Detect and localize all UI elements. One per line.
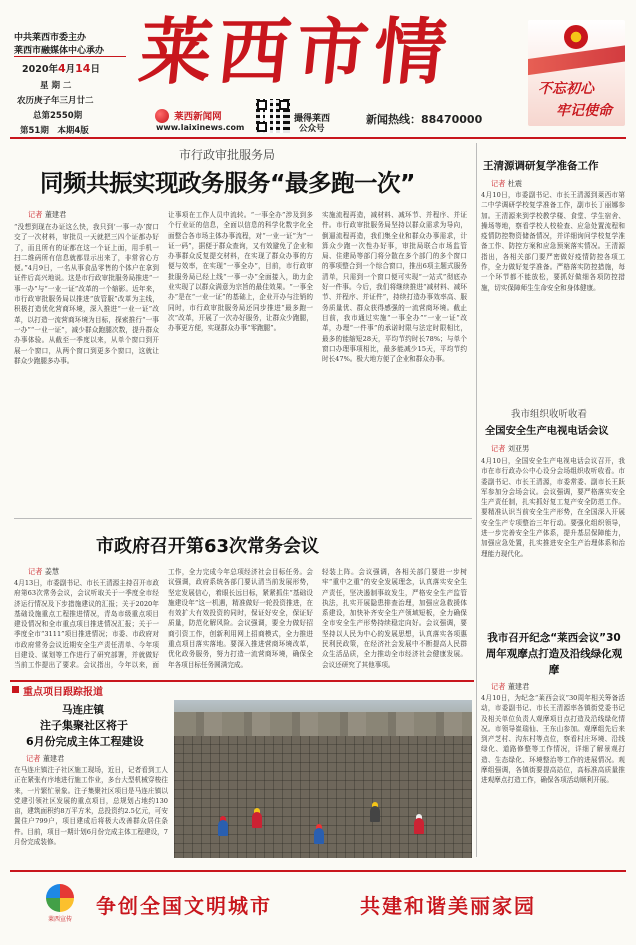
qr-code[interactable] [256,99,290,133]
worker-figure [370,806,380,822]
side-body-1: 4月10日，市委副书记、市长王清源到莱西市第二中学调研学校复学准备工作，副市长丁丽娜参加。王清源来到学校教学楼、食堂、学生宿舍、操场等地，察看学校人校检查、应急处置流程和疫情防控物资储备情况，并详细询问学校复学准备工作、防控方案和应急预案落实情况。王清源指出，各相关部门要严密做好疫情防控各项工作，全力做好复学准备。严格落实防控措施，每一个环节都不能放松，要抓好做细各项防控措施，切实保障师生生命安全和身体健康。 [481,191,625,292]
right-column-rule [476,143,477,857]
lead-col-3: 实施流程再造，减材料、减环节、并程序、并证件。市行政审批服务局坚持以群众需求为导向，倒逼流程再造，我们集全业和群众办事需求，计算众少跑一次性办好事，审批局联合市场监管局、住建局等部门将分散在多个部门的多个窗口的事项整合到一个综合窗口，推出6项主题式服务清单，只需到一个窗口便可实现“一站式”彻底办好一件事。今后，我们将继续推进“减材料、减环节、并程序、并证件”，持续打造办事效率高、服务质量优、群众获得感强的一流营商环境。截止目前，我市通过实施“一事全办”“一业一证”改革，办理“一件事”的承诺时限与法定时限相比，最多的能缩短28天，平均节约时长78%；与单个窗口办理事项相比，最多能减少15天，平均节约时长47%。极大地方便了企业和群众办事。 [322,211,467,364]
news-hotline [366,111,482,127]
lead-headline: 同频共振实现政务服务“最多跑一次” [40,169,415,197]
footer-slogan-left: 争创全国文明城市 [96,894,272,918]
side-body-3: 4月10日，为纪念“莱西会议”30周年相关筹备活动，市委副书记、市长王清源率各镇街党委书记及相关单位负责人观摩项目点打造及沿线绿化情况。市领导崔瑞仙、王东山参加。观摩组先后来到产芝村、沟东村等点位，察看村庄环境、沿线绿化、道路修整等工作情况，详细了解景观打造、生态绿化、环境整治等工作的进展情况。观摩组强调，各镇街要提高站位，高标准高质量推进观摩点打造工作，确保各项活动顺利开展。 [481,694,625,785]
side-article-1 [481,146,627,406]
website-url[interactable]: www.laixinews.com [156,123,245,132]
divider [14,56,126,57]
byline-label: 记者 [28,210,43,219]
side-byline-2 [491,444,529,454]
hotline-number: 88470000 [421,113,483,126]
project-section-title: 重点项目跟踪报道 [23,687,103,698]
byline-name: 董建君 [44,210,67,219]
worker-figure [314,828,324,844]
qr-label-2: 公众号 [299,124,325,134]
project-kicker: 马连庄镇 [62,704,104,716]
slogan-line-2: 牢记使命 [556,103,612,119]
party-emblem-icon [564,25,588,49]
issue-number: 第51期 本期4版 [20,126,89,136]
globe-icon [155,109,169,123]
side-article-3 [481,628,627,858]
publish-date [22,61,100,75]
lunar-date: 农历庚子年三月廿二 [17,96,94,106]
news-site-logo[interactable] [155,105,245,121]
news-site-name: 莱西新闻网 [174,111,222,123]
byline-name: 董建君 [42,754,65,763]
section-marker-icon [12,686,19,693]
project-article [14,700,170,860]
lead-col-1: “没想到现在办证这么快，我只到‘一事一办’窗口交了一次材料，审批员一天就把三四个证都办好了，而且所有的证都在这一个证上面，用手机一扫二维码所有信息就都显示出来了，非常省心方便。”4月9日，一名从事食品零售的个体户在拿到证件后高兴地说。这是市行政审批服务局推进“一事一办”与“一业一证”改革的一个缩影。近年来，市行政审批服务局以推进“放管服”改革为主线，积极打造优化营商环境，深入推进“一业一证”改革，以打造一流营商环境为目标，探索推行“一事一办”“一业一证”，减少群众跑腿次数，提升群众办事体验。从截至一季度以来，从单个窗口到开展一个窗口，从两个窗口到更多个窗口，这就让群众少跑腿多办事。 [14,223,159,365]
date-month: 4 [57,62,66,75]
photo-buildings [174,712,472,738]
side-article-2 [481,406,627,626]
masthead-bottom-rule [10,137,626,139]
side-headline-1: 王清源调研复学准备工作 [483,160,599,172]
footer-logo-text: 莱西宣传 [47,916,72,923]
qr-label-1: 撮得莱西 [294,114,331,124]
project-body: 在马连庄镇注子社区施工现场，近日，记者看到工人正在紧张有序地进行施工作业，多台大型机械穿梭往来，一片繁忙景象。注子集聚社区项目是马连庄镇以党建引领社区发展的重点项目，总规划占地约130亩，建筑面积约8万平方米，总投资约2.5亿元，可安置住户799户，项目建成后将极大改善群众居住条件。目前，项目一期计划6月份完成主体工程建设，7月份完成装修。 [14,766,168,847]
party-slogan-panel [528,20,625,126]
worker-figure [414,818,424,834]
lead-article [14,146,474,516]
lead-kicker: 市行政审批服务局 [179,148,276,162]
hotline-label: 新闻热线： [366,113,421,126]
date-day-unit: 日 [90,64,100,75]
byline-label: 记者 [491,179,506,188]
project-headline-1: 注子集聚社区将于 [40,719,128,732]
date-month-unit: 月 [65,64,76,75]
side-body-2: 4月10日，全国安全生产电视电话会议召开，我市在市行政办公中心设分会场组织收听收看。市委副书记、市长王清源，市委常委、副市长王跃军参加分会场会议。会议强调，要严格落实安全生产责任制，扎实抓好复工复产安全防范工作。要精准认识当前安全生产形势，在全国深入开展安全生产专项整治三年行动。要强化组织领导，进一步完善安全生产体系，提升基层保障能力，加强应急处置，扎实推进安全生产治理体系和治理能力现代化。 [481,457,625,558]
meeting-rule-top [14,518,472,519]
date-day: 14 [75,62,91,75]
footer-logo-icon [46,884,74,912]
meeting-col-1: 4月13日，市委副书记、市长王清源主持召开市政府第63次常务会议，会议听取关于一季度全市经济运行情况及下步措施建议的汇报；关于2020年基础设施重点工程推进情况，青岛市级重点项目建设情况和全市重点项目推进情况汇报；关于一季度全市“3111”项目推进情况；市委、市政府对市政府常务会议近期安全生产责任清单、今年项目建设、谋划等工作进行了研究部署，并就做好当前工作提出了要求。会议指出，今年以来，面 [14,579,159,670]
footer-slogan-right: 共建和谐美丽家园 [360,894,536,918]
org-line-2: 莱西市融媒体中心承办 [14,46,105,56]
lead-col-2: 让事项在工作人员中流转。“一事全办”涉及到多个行业证的信息，全面以信息的科学化数字化全面整合各市场主体办事流程，对“一业一证”为“一证一码”，据便于群众查询，又有效避免了企业和办事群众反复提交材料，在实现了群众办事的方便与效率，在实现“一事全办”，目前，市行政审批服务局已经上线“一事一办”全面接入，助力企业实现了以群众满意为宗旨的最佳效果。“一事全办”是在“一业一证”的基础上，企业开办与注销的同时，市行政审批服务局还同步推进“最多跑一次”改革，开展了一次办好服务，让群众少跑腿，办事更方便，实现群众办事“零跑腿”。 [168,211,313,333]
date-year: 2020年 [22,64,58,75]
side-kicker-2: 我市组织收听收看 [511,409,588,420]
meeting-article [14,522,474,672]
footer-band [10,870,626,934]
project-section-bar [10,680,474,697]
worker-figure [218,820,228,836]
byline-label: 记者 [491,682,506,691]
side-byline-3 [491,682,529,692]
byline-name: 杜震 [507,179,523,188]
meeting-col-2: 工作，全力完成今年总项经济社会目标任务。会议强调，政府系统各部门要认清当前发展形势，坚定发展信心，着眼长远目标，紧紧抓住“基础设施建设年”这一机遇，精准做好一轮投资推进，在有效扩大有效投资的同时，保证好安全，保证好质量，防范化解风险。会议强调，要全力做好招商引资工作，创新利用网上招商模式，全力推进重点项目落实落地。要深入推进营商环境改革，优化政务服务，努力打造一流营商环境，确保全年各项目标任务圆满完成。 [168,568,313,669]
byline-label: 记者 [28,567,43,576]
weekday: 星 期 二 [40,81,72,91]
byline-name: 姜慧 [44,567,60,576]
worker-figure [252,812,262,828]
byline-label: 记者 [26,754,41,763]
masthead [0,0,636,134]
byline-name: 董建君 [507,682,530,691]
construction-photo [174,700,472,858]
meeting-headline: 市政府召开第63次常务会议 [96,536,320,557]
byline-name: 刘亚男 [507,444,530,453]
meeting-byline [28,567,59,577]
byline-label: 记者 [491,444,506,453]
meeting-col-3: 轻装上阵。会议强调，各相关部门要进一步树牢“重中之重”的安全发展理念，认真落实安全生产责任，坚决遏制事故发生，严格安全生产监管执法，扎实开展隐患排查治理，加强应急救援体系建设，加快补齐安全生产领域短板，全力确保全市安全生产形势持续稳定向好。会议强调，要坚持以人民为中心的发展思想，认真落实各项惠民利民政策，在经济社会发展中不断提高人民群众生活品质，全力推动全市经济社会健康发展。会议还研究了其他事项。 [322,568,467,669]
newspaper-title: 莱西市情 [135,9,457,94]
project-byline [26,754,64,764]
side-headline-2: 全国安全生产电视电话会议 [485,425,609,437]
project-headline-2: 6月份完成主体工程建设 [26,735,144,748]
side-headline-3: 我市召开纪念“莱西会议”30周年观摩点打造及沿线绿化观摩 [485,632,623,676]
total-issue: 总第2550期 [33,111,83,121]
footer-logo [40,884,80,928]
side-byline-1 [491,179,522,189]
lead-byline [28,210,66,220]
slogan-line-1: 不忘初心 [538,81,594,97]
org-line-1: 中共莱西市委主办 [14,33,87,43]
